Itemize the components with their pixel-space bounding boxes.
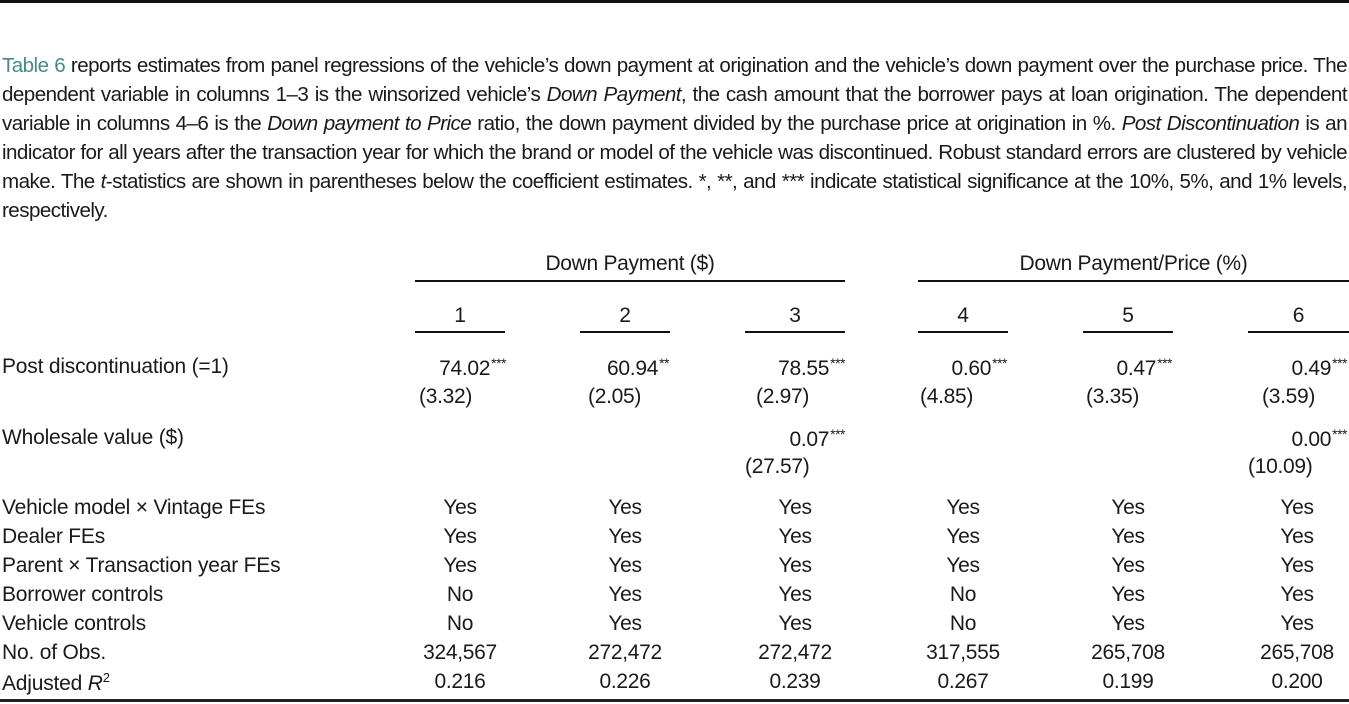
tstat-cell: (3.59) bbox=[1262, 385, 1316, 408]
cell: Yes bbox=[1280, 496, 1314, 519]
cell: Yes bbox=[608, 583, 642, 606]
cell: Yes bbox=[946, 525, 980, 548]
group-rule bbox=[415, 280, 845, 282]
cell: Yes bbox=[778, 612, 812, 635]
caption-italic-term: Post Discontinuation bbox=[1121, 111, 1300, 135]
cell: Yes bbox=[778, 554, 812, 577]
cell: Yes bbox=[608, 525, 642, 548]
caption-text: ratio, the down payment divided by the purchase price at origination in %. bbox=[471, 111, 1122, 135]
tstat-cell: (27.57) bbox=[745, 455, 810, 478]
cell: 265,708 bbox=[1091, 641, 1165, 664]
cell: No bbox=[446, 612, 474, 635]
coef-cell: 60.94** bbox=[607, 355, 669, 380]
coef-cell: 0.47*** bbox=[1116, 355, 1172, 380]
coef-cell: 0.49*** bbox=[1291, 355, 1347, 380]
caption-italic-term: t bbox=[100, 169, 106, 193]
row-label-borrower-controls: Borrower controls bbox=[2, 583, 164, 606]
coef-cell: 0.00*** bbox=[1291, 426, 1347, 451]
cell: Yes bbox=[443, 525, 477, 548]
tstat-cell: (3.32) bbox=[419, 385, 473, 408]
column-rule bbox=[745, 331, 845, 333]
cell: 272,472 bbox=[758, 641, 832, 664]
tstat-cell: (4.85) bbox=[920, 385, 974, 408]
cell: 0.216 bbox=[434, 670, 486, 693]
tstat-cell: (10.09) bbox=[1248, 455, 1313, 478]
cell: No bbox=[446, 583, 474, 606]
cell: Yes bbox=[1280, 612, 1314, 635]
group-rule bbox=[918, 280, 1349, 282]
cell: No bbox=[949, 583, 977, 606]
cell: Yes bbox=[608, 496, 642, 519]
cell: Yes bbox=[443, 496, 477, 519]
cell: 265,708 bbox=[1260, 641, 1334, 664]
column-header-4: 4 bbox=[957, 304, 969, 327]
caption-text: , the cash amount that the borrower pays at loan origination. The dependent variable in columns 4–6 is the bbox=[2, 82, 1347, 135]
caption-text: is an indicator for all years after the transaction year for which the brand or model of the vehicle was discontinued. Robust standard errors are clustered by vehicle make. The bbox=[2, 111, 1347, 193]
cell: Yes bbox=[443, 554, 477, 577]
tstat-cell: (2.97) bbox=[756, 385, 810, 408]
group-header-down-payment-price: Down Payment/Price (%) bbox=[1019, 252, 1248, 275]
cell: 0.239 bbox=[769, 670, 821, 693]
cell: Yes bbox=[1280, 554, 1314, 577]
cell: Yes bbox=[946, 496, 980, 519]
row-label-vehicle-controls: Vehicle controls bbox=[2, 612, 146, 635]
cell: Yes bbox=[1111, 583, 1145, 606]
cell: Yes bbox=[1280, 525, 1314, 548]
column-header-3: 3 bbox=[789, 304, 801, 327]
coef-cell: 0.60*** bbox=[951, 355, 1007, 380]
cell: Yes bbox=[778, 525, 812, 548]
cell: Yes bbox=[1111, 612, 1145, 635]
cell: 324,567 bbox=[423, 641, 497, 664]
group-header-down-payment: Down Payment ($) bbox=[545, 252, 715, 275]
column-header-1: 1 bbox=[454, 304, 466, 327]
column-header-5: 5 bbox=[1122, 304, 1134, 327]
cell: Yes bbox=[778, 583, 812, 606]
cell: Yes bbox=[1280, 583, 1314, 606]
coef-cell: 0.07*** bbox=[789, 426, 845, 451]
row-label-adjusted-r2: Adjusted $R^2$ bbox=[2, 670, 110, 695]
table-reference-link[interactable]: Table 6 bbox=[2, 53, 66, 77]
row-label-vehicle-model-vintage-fes: Vehicle model × Vintage FEs bbox=[2, 496, 266, 519]
cell: Yes bbox=[608, 612, 642, 635]
cell: Yes bbox=[1111, 554, 1145, 577]
column-header-2: 2 bbox=[619, 304, 631, 327]
caption-text: -statistics are shown in parentheses below the coefficient estimates. *, **, and *** indicate statistical significance at the 10%, 5%, and 1% levels, respectively. bbox=[2, 169, 1347, 222]
column-rule bbox=[415, 331, 505, 333]
cell: Yes bbox=[1111, 496, 1145, 519]
coef-cell: 74.02*** bbox=[439, 355, 506, 380]
table-caption bbox=[2, 51, 1347, 225]
column-rule bbox=[580, 331, 670, 333]
tstat-cell: (3.35) bbox=[1086, 385, 1140, 408]
cell: 0.267 bbox=[937, 670, 989, 693]
caption-italic-term: Down payment to Price bbox=[267, 111, 472, 135]
caption-italic-term: Down Payment bbox=[546, 82, 681, 106]
cell: 0.200 bbox=[1271, 670, 1323, 693]
cell: No bbox=[949, 612, 977, 635]
row-label-post-discontinuation: Post discontinuation (=1) bbox=[2, 355, 229, 378]
cell: 0.226 bbox=[599, 670, 651, 693]
cell: 317,555 bbox=[926, 641, 1000, 664]
cell: Yes bbox=[1111, 525, 1145, 548]
column-rule bbox=[1083, 331, 1173, 333]
column-header-6: 6 bbox=[1292, 304, 1305, 327]
column-rule bbox=[1248, 331, 1349, 333]
row-label-num-obs: No. of Obs. bbox=[2, 641, 107, 664]
bottom-rule bbox=[0, 699, 1349, 702]
column-rule bbox=[918, 331, 1008, 333]
coef-cell: 78.55*** bbox=[778, 355, 845, 380]
top-rule bbox=[0, 0, 1349, 3]
cell: Yes bbox=[778, 496, 812, 519]
row-label-wholesale-value: Wholesale value ($) bbox=[2, 426, 184, 449]
row-label-parent-transaction-year-fes: Parent × Transaction year FEs bbox=[2, 554, 281, 577]
cell: 272,472 bbox=[588, 641, 662, 664]
cell: Yes bbox=[608, 554, 642, 577]
cell: 0.199 bbox=[1102, 670, 1154, 693]
tstat-cell: (2.05) bbox=[588, 385, 642, 408]
caption-text: reports estimates from panel regressions of the vehicle’s down payment at origination and the vehicle’s down payment over the purchase price. The dependent variable in columns 1–3 is the winsorized vehicle’s bbox=[2, 53, 1348, 106]
cell: Yes bbox=[946, 554, 980, 577]
row-label-dealer-fes: Dealer FEs bbox=[2, 525, 106, 548]
